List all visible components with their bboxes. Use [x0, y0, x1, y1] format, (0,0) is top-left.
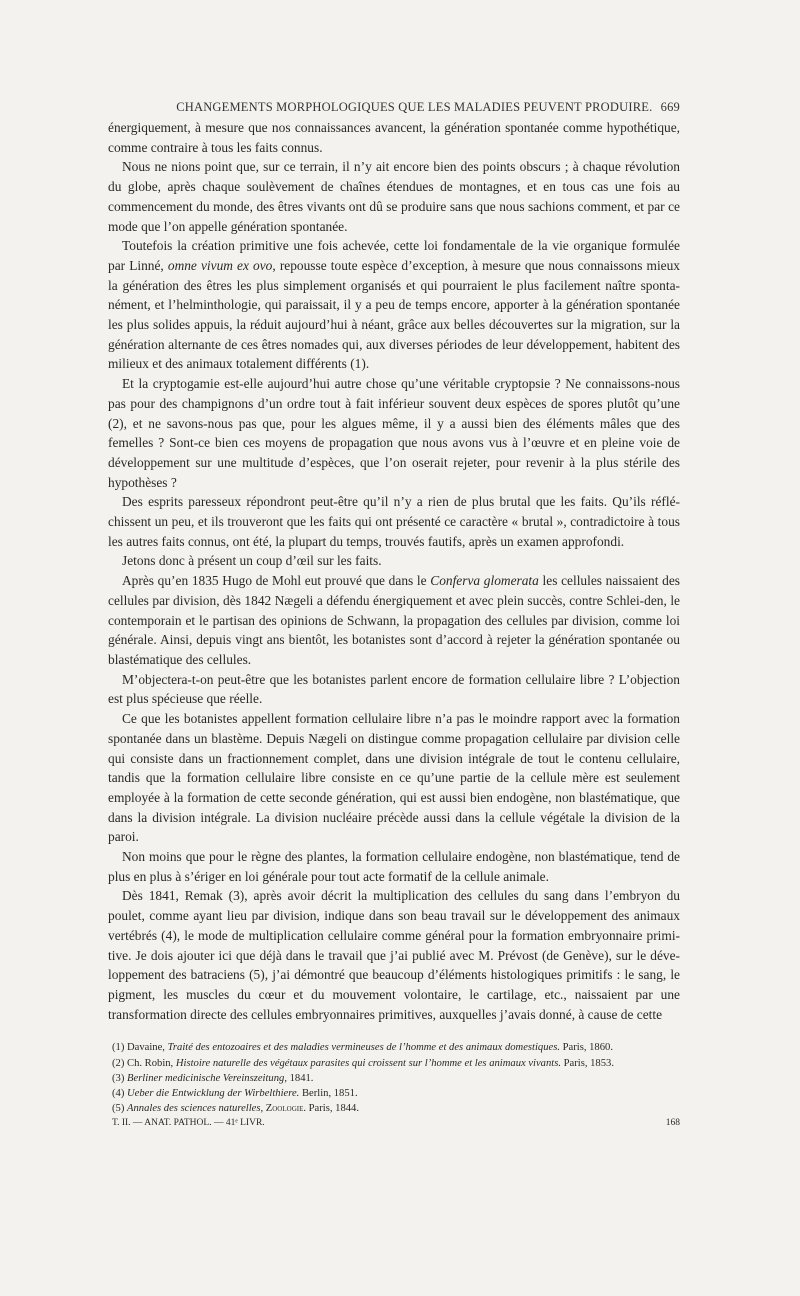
footnotes — [108, 1040, 680, 1116]
paragraph: Des esprits paresseux répondront peut-être qu’il n’y a rien de plus brutal que les faits. Qu’ils réflé-chissent un peu, et ils trouveront que les faits qui ont présenté ce caractère « brutal », contradictoire à tous les autres faits connus, ont été, la plupart du temps, trouvés fautifs, après un examen approfondi. — [108, 494, 680, 549]
running-header — [108, 100, 680, 115]
footnote: (1) Davaine, Traité des entozoaires et des maladies vermineuses de l’homme et des animaux domestiques. Paris, 1860. — [112, 1042, 613, 1054]
footnote: (4) Ueber die Entwicklung der Wirbelthiere. Berlin, 1851. — [112, 1087, 358, 1099]
footnote: (3) Berliner medicinische Vereinszeitung, 1841. — [112, 1072, 314, 1084]
paragraph: M’objectera-t-on peut-être que les botanistes parlent encore de formation cellulaire libre ? L’objection est plus spécieuse que réelle. — [108, 671, 680, 707]
page-footer — [108, 1118, 680, 1128]
paragraph: Nous ne nions point que, sur ce terrain, il n’y ait encore bien des points obscurs ; à chaque révolution du globe, après chaque soulèvement de chaînes étendues de montagnes, et en tous cas une fois au commencement du monde, des êtres vivants ont dû se produire sans que nous sachions comment, et par ce mode que l’on appelle génération spontanée. — [108, 159, 680, 234]
paragraph: Et la cryptogamie est-elle aujourd’hui autre chose qu’une véritable cryptopsie ? Ne connaissons-nous pas pour des champignons d’un ordre tout à fait inférieur souvent deux espèces de spores plutôt qu’une (2), et ne savons-nous pas que, pour les algues même, il y a aussi bien des éléments mâles que des femelles ? Sont-ce bien ces moyens de propagation que nous avons vus à l’œuvre et en pleine voie de développement sur une multitude d’espèces, que l’on oserait rejeter, pour revenir à la plus stérile des hypothèses ? — [108, 376, 680, 490]
page — [108, 100, 680, 1128]
page-number: 669 — [660, 100, 680, 114]
paragraph: Dès 1841, Remak (3), après avoir décrit la multiplication des cellules du sang dans l’embryon du poulet, comme ayant lieu par division, indique dans son beau travail sur le développement des animaux vertébrés (4), le mode de multiplication cellulaire comme général pour la formation embryonnaire primi-tive. Je dois ajouter ici que déjà dans le travail que j’ai publié avec M. Prévost (de Genève), sur le déve-loppement des batraciens (5), j’ai démontré que beaucoup d’éléments histologiques primitifs : le sang, le pigment, les muscles du cœur et du mouvement volontaire, le cartilage, etc., naissaient par une transformation directe des cellules embryonnaires primitives, auxquelles j’avais donné, à cause de cette — [108, 888, 680, 1022]
paragraph: Jetons donc à présent un coup d’œil sur les faits. — [122, 553, 382, 569]
paragraph: Après qu’en 1835 Hugo de Mohl eut prouvé que dans le Conferva glomerata les cellules naissaient des cellules par division, dès 1842 Nægeli a défendu énergiquement et avec plein succès, contre Schlei-den, le contemporain et le partisan des opinions de Schwann, la propagation des cellules par division, comme loi générale. Ainsi, depuis vingt ans bientôt, les botanistes sont d’accord à rejeter la génération spontanée ou blastématique des cellules. — [108, 573, 681, 667]
footnote: (5) Annales des sciences naturelles, Zoologie. Paris, 1844. — [112, 1103, 359, 1115]
paragraph: Non moins que pour le règne des plantes, la formation cellulaire endogène, non blastématique, tend de plus en plus à s’ériger en loi générale pour tout acte formatif de la cellule animale. — [108, 849, 680, 884]
running-title: CHANGEMENTS MORPHOLOGIQUES QUE LES MALADIES PEUVENT PRODUIRE. — [176, 100, 653, 114]
sheet-number: 168 — [665, 1118, 680, 1129]
body-text — [108, 118, 680, 1024]
paragraph: énergiquement, à mesure que nos connaissances avancent, la génération spontanée comme hypothétique, comme contraire à tous les faits connus. — [108, 120, 680, 155]
signature-mark: T. II. — ANAT. PATHOL. — 41ᵉ LIVR. — [112, 1118, 265, 1129]
paragraph: Toutefois la création primitive une fois achevée, cette loi fondamentale de la vie organique formulée par Linné, omne vivum ex ovo, repousse toute espèce d’exception, à mesure que nous connaissons mieux la génération des êtres les plus simplement organisés et qui pourraient le plus facilement naître sponta-nément, et l’helminthologie, qui paraissait, il y a peu de temps encore, apporter à la génération spontanée les plus solides appuis, la réduit aujourd’hui à néant, grâce aux belles découvertes sur la migration, sur la génération alternante de ces êtres nomades qui, aux diverses périodes de leur développement, habitent des milieux et des animaux totalement différents (1). — [108, 238, 680, 372]
footnote: (2) Ch. Robin, Histoire naturelle des végétaux parasites qui croissent sur l’homme et les animaux vivants. Paris, 1853. — [112, 1057, 614, 1069]
paragraph: Ce que les botanistes appellent formation cellulaire libre n’a pas le moindre rapport avec la formation spontanée dans un blastème. Depuis Nægeli on distingue comme propagation cellulaire par division celle qui consiste dans un fractionnement complet, dans une division intégrale de tout le contenu cellulaire, tandis que la formation cellulaire libre consiste en ce qu’une partie de la cellule mère est seulement employée à la formation de cette seconde génération, qui est aussi bien endogène, non blastématique, que dans la division intégrale. La division nucléaire précède aussi dans la cellule végétale la division de la paroi. — [108, 711, 680, 845]
